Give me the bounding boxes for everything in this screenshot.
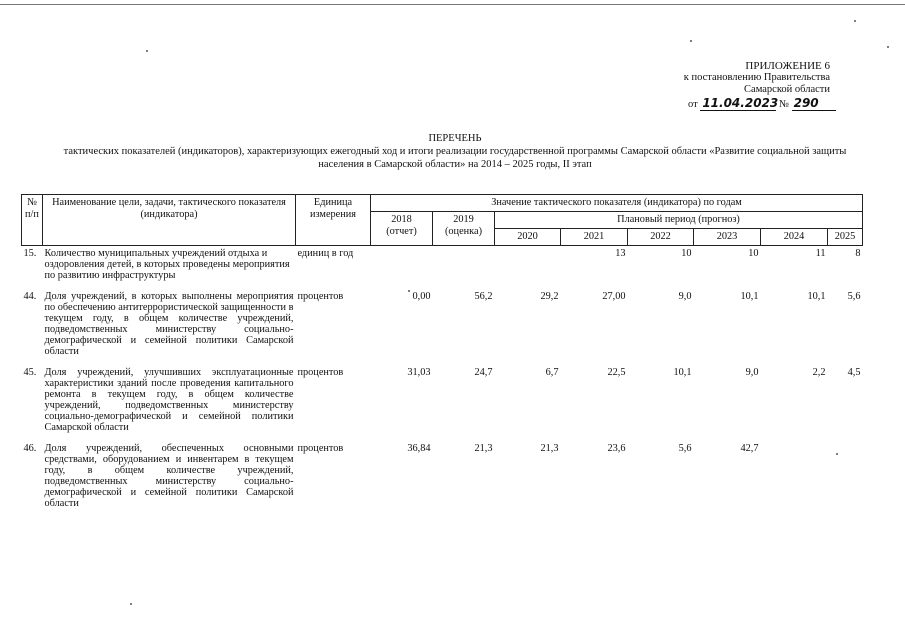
row-num: 45. xyxy=(23,367,37,378)
row-value: 10,1 xyxy=(807,291,826,302)
table-row xyxy=(22,289,863,359)
col-name-header: Наименование цели, задачи, тактического показателя (индикатора) xyxy=(43,195,296,246)
row-num: 44. xyxy=(23,291,37,302)
row-unit: процентов xyxy=(297,367,344,378)
signature-number-label: № xyxy=(778,99,789,110)
row-value xyxy=(371,246,433,284)
scan-speck xyxy=(887,46,889,48)
signature-number: 290 xyxy=(792,96,836,111)
row-unit: единиц в год xyxy=(297,248,354,259)
document-subtitle: тактических показателей (индикаторов), характеризующих ежегодный ход и итоги реализации государственной программы Самарской области «Развитие социальной защиты населения в Самарской области» на 2014 – 2025 годы, II этап xyxy=(63,146,847,170)
row-value: 10 xyxy=(681,248,692,259)
row-value: 31,03 xyxy=(407,367,431,378)
row-value xyxy=(495,246,561,284)
appendix-line-2: к постановлению Правительства xyxy=(683,72,830,83)
table-row xyxy=(22,246,863,284)
year-header: 2020 xyxy=(495,229,561,246)
signature-prefix: от xyxy=(688,99,698,110)
row-unit: процентов xyxy=(297,443,344,454)
scan-speck xyxy=(690,40,692,42)
row-value: 23,6 xyxy=(607,443,626,454)
appendix-title: ПРИЛОЖЕНИЕ 6 xyxy=(745,60,830,72)
row-value: 21,3 xyxy=(474,443,493,454)
row-value: 8 xyxy=(855,248,861,259)
row-value: 2,2 xyxy=(812,367,826,378)
scan-speck xyxy=(408,290,410,292)
year-header: 2025 xyxy=(828,229,863,246)
row-num: 15. xyxy=(23,248,37,259)
year-2019-note: (оценка) xyxy=(444,226,482,237)
row-value: 11 xyxy=(815,248,826,259)
col-values-header: Значение тактического показателя (индикатора) по годам xyxy=(371,195,863,212)
row-value: 5,6 xyxy=(678,443,692,454)
year-2019-header xyxy=(433,212,495,246)
col-unit-header: Единица измерения xyxy=(296,195,371,246)
table-header-row-1 xyxy=(22,195,863,212)
row-value: 0,00 xyxy=(412,291,431,302)
indicators-table xyxy=(21,194,863,511)
row-value: 22,5 xyxy=(607,367,626,378)
year-header: 2023 xyxy=(694,229,761,246)
row-value: 10,1 xyxy=(673,367,692,378)
scan-speck xyxy=(836,453,838,455)
row-value: 13 xyxy=(615,248,626,259)
year-2018-label: 2018 xyxy=(391,214,412,225)
row-value: 42,7 xyxy=(740,443,759,454)
row-value: 56,2 xyxy=(474,291,493,302)
plan-period-header: Плановый период (прогноз) xyxy=(495,212,863,229)
year-header: 2022 xyxy=(628,229,694,246)
signature-date: 11.04.2023 xyxy=(702,96,779,110)
row-value xyxy=(828,441,863,511)
row-value: 10,1 xyxy=(740,291,759,302)
row-name: Доля учреждений, улучшивших эксплуатационные характеристики зданий после проведения капитального ремонта в текущем году, в общем количестве учреждений, подведомственных министерству социально-демографической и семейной политики Самарской области xyxy=(44,367,294,433)
row-name: Доля учреждений, в которых выполнены мероприятия по обеспечению антитеррористической защищенности в текущем году, в общем количестве учреждений, подведомственных министерству социально-демографической и семейной политики Самарской области xyxy=(44,291,294,357)
col-num-header: № п/п xyxy=(22,195,43,246)
year-2018-header xyxy=(371,212,433,246)
row-value: 9,0 xyxy=(745,367,759,378)
appendix-line-3: Самарской области xyxy=(744,84,830,95)
row-name: Количество муниципальных учреждений отдыха и оздоровления детей, в которых проведены мероприятия по развитию инфраструктуры xyxy=(44,248,290,281)
row-value xyxy=(761,441,828,511)
scan-speck xyxy=(146,50,148,52)
row-unit: процентов xyxy=(297,291,344,302)
row-value: 36,84 xyxy=(407,443,431,454)
table-row xyxy=(22,365,863,435)
row-value: 4,5 xyxy=(847,367,861,378)
year-2018-note: (отчет) xyxy=(386,226,417,237)
row-value: 9,0 xyxy=(678,291,692,302)
row-num: 46. xyxy=(23,443,37,454)
row-value: 5,6 xyxy=(847,291,861,302)
row-value xyxy=(433,246,495,284)
table-row xyxy=(22,441,863,511)
row-value: 24,7 xyxy=(474,367,493,378)
scan-speck xyxy=(854,20,856,22)
signature-line xyxy=(688,96,836,111)
top-border-line xyxy=(0,4,905,5)
year-header: 2024 xyxy=(761,229,828,246)
row-name: Доля учреждений, обеспеченных основными средствами, оборудованием и инвентарем в текущем году, в общем количестве учреждений, подведомственных министерству социально-демографической и семейной политики Самарской области xyxy=(44,443,294,509)
row-value: 29,2 xyxy=(540,291,559,302)
year-header: 2021 xyxy=(561,229,628,246)
scan-speck xyxy=(130,603,132,605)
row-value: 21,3 xyxy=(540,443,559,454)
year-2019-label: 2019 xyxy=(453,214,474,225)
row-value: 27,00 xyxy=(602,291,626,302)
row-value: 6,7 xyxy=(545,367,559,378)
document-title: ПЕРЕЧЕНЬ xyxy=(428,133,482,144)
document-header xyxy=(40,132,870,171)
row-value: 10 xyxy=(748,248,759,259)
appendix-block xyxy=(640,60,830,96)
